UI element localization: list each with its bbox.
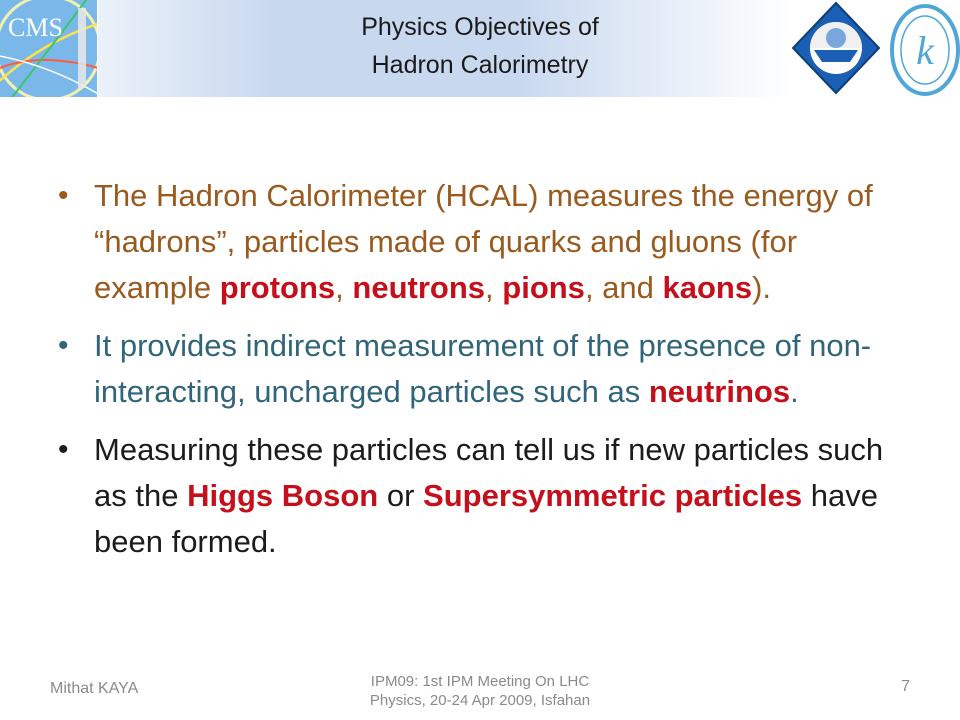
- bullet-marker: •: [58, 433, 69, 466]
- bullet-new-particles: • Measuring these particles can tell us if new particles such as the Higgs Boson or Supersymmetric particles have been formed.: [58, 427, 918, 565]
- cms-logo: [0, 0, 98, 97]
- title-line-2: Hadron Calorimetry: [371, 51, 589, 79]
- ipm-logo: [790, 0, 882, 96]
- kafkas-university-logo: [885, 0, 960, 100]
- page-title: [160, 8, 800, 84]
- bullet-hcal: • The Hadron Calorimeter (HCAL) measures the energy of “hadrons”, particles made of quarks and gluons (for example protons, neutrons, pions, and kaons).: [58, 173, 918, 311]
- highlight-protons: protons: [219, 270, 336, 305]
- bullet-list: [58, 173, 918, 577]
- bullet-indirect-measurement: • It provides indirect measurement of the presence of non-interacting, uncharged particles such as neutrinos.: [58, 323, 918, 415]
- highlight-kaons: kaons: [662, 270, 753, 305]
- highlight-neutrons: neutrons: [352, 270, 486, 305]
- bullet-marker: •: [58, 329, 69, 362]
- footer-author: Mithat KAYA: [50, 680, 139, 697]
- bullet-marker: •: [58, 179, 69, 212]
- kafkas-logo-letter: k: [916, 28, 934, 73]
- highlight-supersymmetric: Supersymmetric particles: [423, 478, 803, 513]
- footer-event: [330, 672, 630, 710]
- highlight-neutrinos: neutrinos: [648, 374, 791, 409]
- page-number: 7: [901, 678, 910, 695]
- footer-event-line-1: IPM09: 1st IPM Meeting On LHC: [370, 673, 590, 690]
- cms-logo-text: CMS: [8, 13, 63, 42]
- footer-event-line-2: Physics, 20-24 Apr 2009, Isfahan: [369, 692, 591, 709]
- title-line-1: Physics Objectives of: [361, 13, 599, 41]
- highlight-pions: pions: [502, 270, 585, 305]
- highlight-higgs-boson: Higgs Boson: [187, 478, 379, 513]
